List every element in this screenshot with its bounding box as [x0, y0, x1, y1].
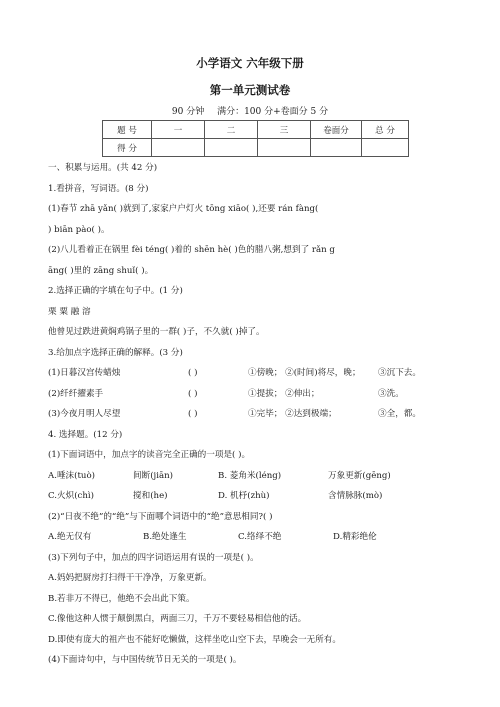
question-line: āng( )里的 zāng shuǐ( )。 [48, 265, 154, 276]
score-table-cell: 二 [205, 121, 258, 139]
question-heading: 1.看拼音，写词语。(8 分) [48, 183, 149, 194]
option-text: C.络绎不绝 [238, 532, 282, 542]
score-table-header-row [103, 121, 409, 139]
explain-phrase: (3)今夜月明人尽望 [48, 409, 121, 419]
score-input-cell[interactable] [362, 139, 409, 157]
explain-option: ③洗。 [378, 388, 404, 399]
option-text: 间断(jiān) [133, 470, 173, 481]
page-title: 小学语文 六年级下册 [196, 56, 304, 70]
score-table-cell: 一 [152, 121, 205, 139]
option-text: B. 菱角米(léng) [218, 470, 282, 481]
option-row [48, 527, 468, 548]
question-heading: 2.选择正确的字填在句子中。(1 分) [48, 286, 183, 296]
score-table [102, 120, 409, 157]
sub-question: (3)下列句子中，加点的四字词语运用有误的一项是( )。 [48, 552, 259, 563]
question-heading: 4. 选择题。(12 分) [48, 429, 123, 440]
option-text: C.像他这种人惯于颠倒黑白，两面三刀，千万不要轻易相信他的话。 [48, 614, 307, 624]
option-row [48, 466, 468, 487]
score-input-cell[interactable] [152, 139, 205, 157]
option-row [48, 486, 468, 507]
score-table-cell: 三 [258, 121, 311, 139]
score-table-cell: 总 分 [362, 121, 409, 139]
sub-question: (4)下面诗句中，与中国传统节日无关的一项是( )。 [48, 655, 242, 665]
explain-row [48, 363, 468, 384]
answer-blank[interactable]: ( ) [188, 409, 198, 419]
option-text: B.绝处逢生 [143, 532, 187, 542]
option-text: B.若非万不得已，他绝不会出此下策。 [48, 593, 195, 604]
explain-option: ③全，都。 [378, 409, 421, 419]
option-text: D.即使有庞大的祖产也不能好吃懒做，这样坐吃山空下去，早晚会一无所有。 [48, 634, 341, 645]
sub-question: (1)下面词语中，加点字的读音完全正确的一项是( )。 [48, 450, 251, 460]
score-table-cell: 题 号 [103, 121, 152, 139]
exam-meta [0, 104, 500, 117]
explain-row [48, 384, 468, 405]
exam-title: 第一单元测试卷 [209, 83, 291, 97]
option-text: C.火炽(chì) [48, 491, 94, 501]
explain-options: ①提拔； ②伸出； [248, 388, 320, 399]
exam-time: 90 分钟 [171, 107, 205, 117]
score-table-score-row [103, 139, 409, 157]
question-line: 他曾见过跌进黄焖鸡锅子里的一群( )子，不久就( )掉了。 [48, 327, 265, 337]
option-text: D.精彩绝伦 [333, 532, 377, 542]
sub-question: (2)“日夜不绝”的“绝”与下面哪个词语中的“绝”意思相同?( ) [48, 511, 273, 522]
question-line: (2)八儿看着正在锅里 fèi téng( )着的 shēn hè( )色的腊八粥,想到了 rǎn g [48, 245, 335, 255]
option-text: A.妈妈把厨房打扫得干干净净，万象更新。 [48, 573, 212, 583]
option-text: 含情脉脉(mò) [328, 491, 383, 501]
score-input-cell[interactable] [205, 139, 258, 157]
exam-body [48, 158, 468, 671]
explain-option: ③沉下去。 [378, 368, 421, 378]
question-line: (1)春节 zhā yǎn( )就到了,家家户户灯火 tōng xiāo( ),还要 rán fàng( [48, 204, 319, 214]
option-text: A.唾沫(tuò) [48, 470, 95, 481]
explain-options: ①傍晚； ②(时间)将尽，晚； [248, 368, 361, 378]
answer-blank[interactable]: ( ) [188, 388, 198, 399]
option-text: D. 机杼(zhù) [218, 491, 270, 501]
exam-score: 满分：100 分+卷面分 5 分 [217, 107, 329, 117]
score-input-cell[interactable] [258, 139, 311, 157]
option-text: 搅和(he) [133, 491, 168, 501]
explain-phrase: (2)纤纤擢素手 [48, 388, 104, 399]
explain-phrase: (1)日暮汉宫传蜡烛 [48, 368, 121, 378]
question-line: ) biān pào( )。 [48, 224, 110, 235]
question-heading: 3.给加点字选择正确的解释。(3 分) [48, 347, 183, 358]
answer-blank[interactable]: ( ) [188, 368, 198, 378]
score-input-cell[interactable] [311, 139, 362, 157]
score-table-cell: 卷面分 [311, 121, 362, 139]
explain-row [48, 404, 468, 425]
section-heading: 一、积累与运用。(共 42 分) [48, 163, 158, 173]
char-choices: 栗 粟 融 溶 [48, 306, 91, 317]
option-text: A.绝无仅有 [48, 532, 92, 542]
option-text: 万象更新(gēng) [328, 470, 391, 481]
explain-options: ①完毕； ②达到极端； [248, 409, 337, 419]
score-table-cell: 得 分 [103, 139, 152, 157]
